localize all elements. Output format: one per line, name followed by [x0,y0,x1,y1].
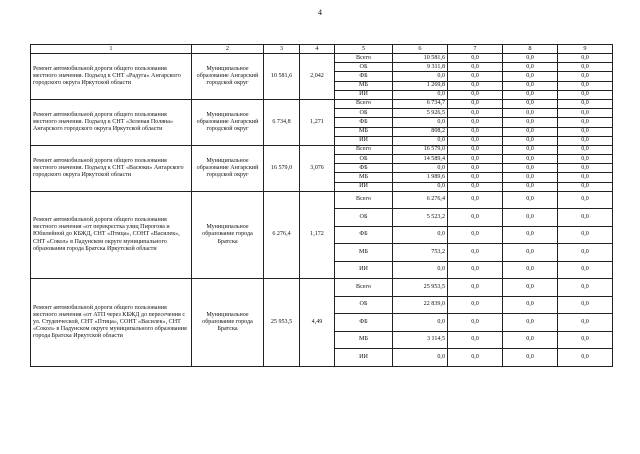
road-length: 4,49 [300,279,335,367]
funding-source: ФБ [335,164,393,173]
amount-col8: 0,0 [503,191,558,209]
amount-col6: 0,0 [393,314,448,332]
amount-col8: 0,0 [503,164,558,173]
amount-col9: 0,0 [558,109,613,118]
amount-col6: 6 276,4 [393,191,448,209]
column-number: 3 [264,45,300,54]
amount-col7: 0,0 [448,136,503,145]
amount-col9: 0,0 [558,145,613,154]
cost-total: 16 579,0 [264,145,300,191]
funding-source: МБ [335,331,393,349]
amount-col7: 0,0 [448,54,503,63]
amount-col9: 0,0 [558,63,613,72]
amount-col6: 3 114,5 [393,331,448,349]
funding-source: ОБ [335,109,393,118]
amount-col9: 0,0 [558,90,613,99]
municipality: Муниципальное образование Ангарский городской округ [192,54,264,100]
column-number: 6 [393,45,448,54]
amount-col8: 0,0 [503,54,558,63]
budget-table [30,44,613,367]
amount-col7: 0,0 [448,109,503,118]
road-description: Ремонт автомобильной дороги общего пользования местного значения. Подъезд к СНТ «Радуга» Ангарского городского округа Иркутской области [31,54,192,100]
municipality: Муниципальное образование города Братска [192,191,264,279]
amount-col9: 0,0 [558,314,613,332]
amount-col8: 0,0 [503,63,558,72]
amount-col7: 0,0 [448,296,503,314]
funding-source: ИИ [335,90,393,99]
amount-col7: 0,0 [448,226,503,244]
funding-source: МБ [335,127,393,136]
amount-col7: 0,0 [448,261,503,279]
amount-col7: 0,0 [448,164,503,173]
amount-col8: 0,0 [503,331,558,349]
amount-col7: 0,0 [448,99,503,108]
road-length: 3,076 [300,145,335,191]
funding-source: МБ [335,173,393,182]
amount-col7: 0,0 [448,81,503,90]
amount-col6: 25 953,5 [393,279,448,297]
amount-col9: 0,0 [558,331,613,349]
amount-col9: 0,0 [558,72,613,81]
page-number: 4 [318,8,322,17]
road-length: 1,271 [300,99,335,145]
funding-source: ФБ [335,314,393,332]
amount-col6: 5 523,2 [393,209,448,227]
amount-col7: 0,0 [448,314,503,332]
amount-col6: 16 579,0 [393,145,448,154]
amount-col9: 0,0 [558,127,613,136]
column-number: 9 [558,45,613,54]
amount-col7: 0,0 [448,118,503,127]
amount-col6: 0,0 [393,72,448,81]
funding-source: МБ [335,244,393,262]
amount-col8: 0,0 [503,72,558,81]
funding-source: Всего [335,191,393,209]
amount-col8: 0,0 [503,155,558,164]
amount-col6: 10 581,6 [393,54,448,63]
table-row [31,191,613,209]
amount-col8: 0,0 [503,145,558,154]
funding-source: Всего [335,54,393,63]
amount-col9: 0,0 [558,279,613,297]
amount-col6: 753,2 [393,244,448,262]
cost-total: 6 734,8 [264,99,300,145]
amount-col6: 14 589,4 [393,155,448,164]
road-description: Ремонт автомобильной дороги общего пользования местного значения «от АТП через КБЖД до пересечения с ул. Студенческой, СНТ «Птица», СОНТ «Василек», СНТ «Сокол» в Падунском округе муниципального образования города Братска Иркутской области [31,279,192,367]
amount-col8: 0,0 [503,296,558,314]
funding-source: ФБ [335,226,393,244]
funding-source: ФБ [335,72,393,81]
amount-col8: 0,0 [503,173,558,182]
column-number-row [31,45,613,54]
amount-col8: 0,0 [503,182,558,191]
amount-col6: 0,0 [393,226,448,244]
amount-col7: 0,0 [448,63,503,72]
amount-col7: 0,0 [448,90,503,99]
amount-col8: 0,0 [503,209,558,227]
column-number: 5 [335,45,393,54]
amount-col8: 0,0 [503,261,558,279]
column-number: 1 [31,45,192,54]
amount-col8: 0,0 [503,314,558,332]
amount-col7: 0,0 [448,209,503,227]
amount-col9: 0,0 [558,209,613,227]
funding-source: ИИ [335,349,393,367]
amount-col8: 0,0 [503,136,558,145]
municipality: Муниципальное образование Ангарский городской округ [192,99,264,145]
road-description: Ремонт автомобильной дороги общего пользования местного значения. Подъезд к СНТ «Зеленая Поляна» Ангарского городского округа Иркутской области [31,99,192,145]
amount-col8: 0,0 [503,349,558,367]
amount-col8: 0,0 [503,244,558,262]
amount-col8: 0,0 [503,81,558,90]
amount-col6: 6 734,7 [393,99,448,108]
column-number: 8 [503,45,558,54]
funding-source: ОБ [335,155,393,164]
amount-col6: 1 989,6 [393,173,448,182]
funding-source: ОБ [335,209,393,227]
amount-col6: 5 926,5 [393,109,448,118]
amount-col9: 0,0 [558,296,613,314]
table-row [31,279,613,297]
funding-source: МБ [335,81,393,90]
amount-col8: 0,0 [503,226,558,244]
road-length: 1,172 [300,191,335,279]
amount-col7: 0,0 [448,244,503,262]
amount-col7: 0,0 [448,279,503,297]
amount-col9: 0,0 [558,244,613,262]
amount-col9: 0,0 [558,99,613,108]
amount-col9: 0,0 [558,349,613,367]
amount-col9: 0,0 [558,191,613,209]
funding-source: ОБ [335,63,393,72]
amount-col6: 0,0 [393,90,448,99]
funding-source: Всего [335,99,393,108]
amount-col7: 0,0 [448,182,503,191]
municipality: Муниципальное образование города Братска [192,279,264,367]
amount-col9: 0,0 [558,136,613,145]
amount-col8: 0,0 [503,109,558,118]
amount-col9: 0,0 [558,155,613,164]
amount-col6: 0,0 [393,136,448,145]
amount-col9: 0,0 [558,226,613,244]
amount-col8: 0,0 [503,118,558,127]
amount-col6: 0,0 [393,349,448,367]
amount-col6: 0,0 [393,261,448,279]
amount-col9: 0,0 [558,173,613,182]
amount-col7: 0,0 [448,155,503,164]
table-row [31,99,613,108]
table-row [31,54,613,63]
amount-col9: 0,0 [558,182,613,191]
road-length: 2,042 [300,54,335,100]
amount-col7: 0,0 [448,331,503,349]
amount-col9: 0,0 [558,54,613,63]
column-number: 2 [192,45,264,54]
amount-col7: 0,0 [448,145,503,154]
funding-source: ОБ [335,296,393,314]
amount-col9: 0,0 [558,164,613,173]
table-row [31,145,613,154]
amount-col6: 9 311,8 [393,63,448,72]
cost-total: 6 276,4 [264,191,300,279]
amount-col7: 0,0 [448,127,503,136]
amount-col6: 22 839,0 [393,296,448,314]
amount-col7: 0,0 [448,72,503,81]
amount-col7: 0,0 [448,191,503,209]
municipality: Муниципальное образование Ангарский городской округ [192,145,264,191]
amount-col8: 0,0 [503,127,558,136]
funding-source: ФБ [335,118,393,127]
amount-col6: 0,0 [393,118,448,127]
column-number: 4 [300,45,335,54]
cost-total: 10 581,6 [264,54,300,100]
funding-source: Всего [335,279,393,297]
funding-source: ИИ [335,136,393,145]
amount-col7: 0,0 [448,173,503,182]
amount-col9: 0,0 [558,118,613,127]
amount-col6: 0,0 [393,164,448,173]
amount-col9: 0,0 [558,81,613,90]
road-description: Ремонт автомобильной дороги общего пользования местного значения «от перекрестка улиц Пирогова и Юбилейной до КБЖД, СНТ «Птица», СОНТ «Василек», СНТ «Сокол» в Падунском округе муниципального образования города Братска Иркутской области [31,191,192,279]
amount-col7: 0,0 [448,349,503,367]
amount-col8: 0,0 [503,90,558,99]
funding-source: ИИ [335,182,393,191]
funding-source: Всего [335,145,393,154]
amount-col6: 1 269,8 [393,81,448,90]
amount-col8: 0,0 [503,99,558,108]
amount-col9: 0,0 [558,261,613,279]
road-description: Ремонт автомобильной дороги общего пользования местного значения. Подъезд к СНТ «Васюки» Ангарского городского округа Иркутской области [31,145,192,191]
column-number: 7 [448,45,503,54]
amount-col6: 0,0 [393,182,448,191]
cost-total: 25 953,5 [264,279,300,367]
amount-col6: 808,2 [393,127,448,136]
funding-source: ИИ [335,261,393,279]
amount-col8: 0,0 [503,279,558,297]
